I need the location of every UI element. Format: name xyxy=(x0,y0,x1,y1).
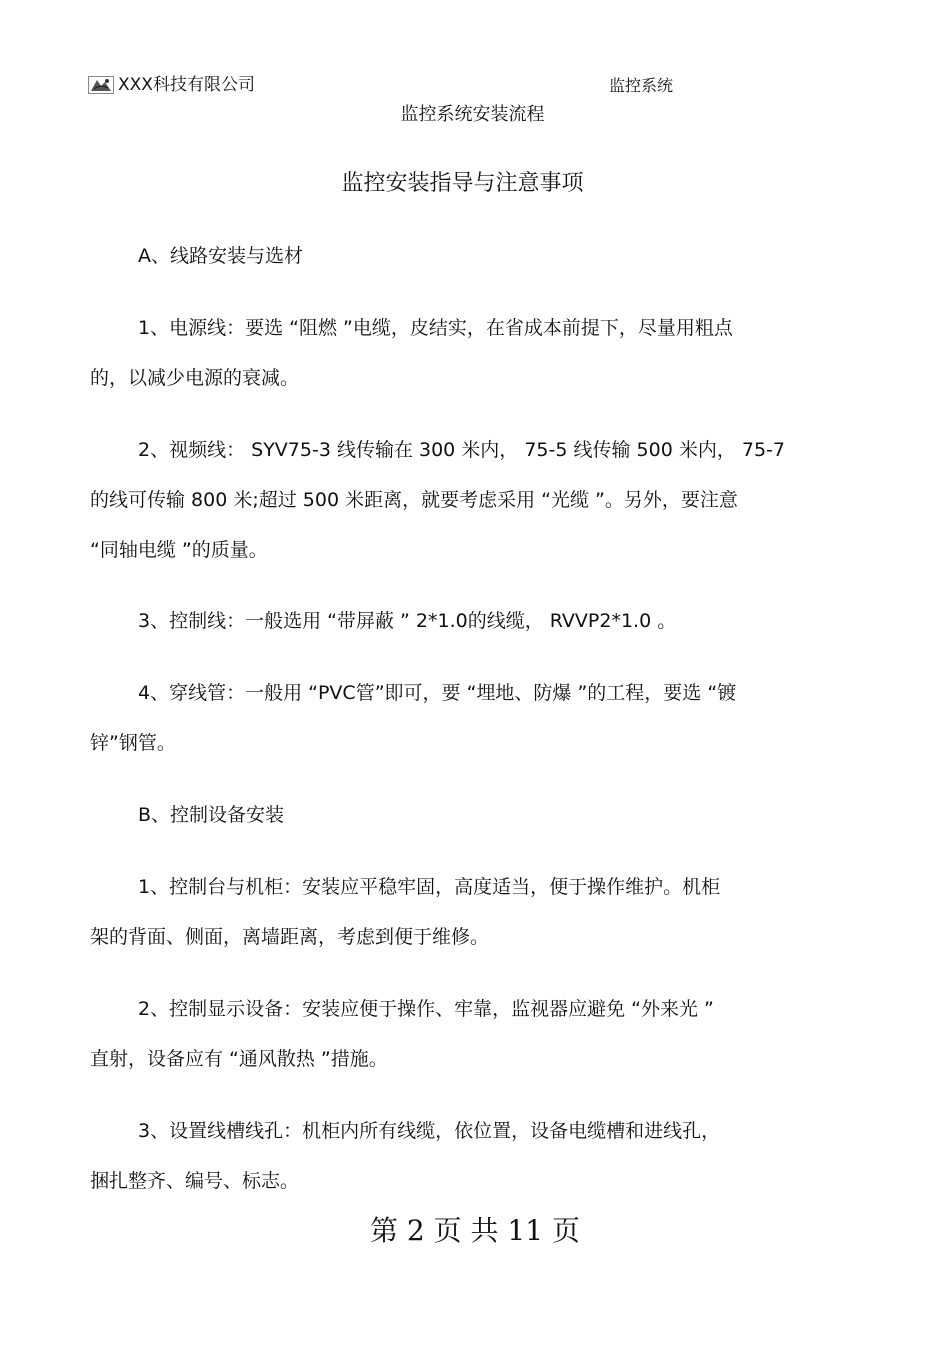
paragraph-line: 锌”钢管。 xyxy=(90,732,176,754)
paragraph-line: 2、控制显示设备：安装应便于操作、牢靠，监视器应避免 “外来光 ” xyxy=(138,998,714,1020)
paragraph-line: 的，以减少电源的衰减。 xyxy=(90,367,300,389)
page-title: 监控安装指导与注意事项 xyxy=(341,171,584,196)
paragraph-line: 直射，设备应有 “通风散热 ”措施。 xyxy=(90,1048,388,1070)
paragraph-line: 1、控制台与机柜：安装应平稳牢固，高度适当，便于操作维护。机柜 xyxy=(138,876,721,898)
header-section: 监控系统 xyxy=(609,76,674,95)
section-a-heading: A、线路安装与选材 xyxy=(138,245,303,267)
company-name: XXX科技有限公司 xyxy=(118,75,255,95)
header-company xyxy=(88,74,255,96)
paragraph-line: 捆扎整齐、编号、标志。 xyxy=(90,1170,300,1192)
doc-subtitle: 监控系统安装流程 xyxy=(400,104,545,125)
company-logo-icon xyxy=(88,76,114,94)
paragraph-line: 2、视频线： SYV75-3 线传输在 300 米内， 75-5 线传输 500 米内， 75-7 xyxy=(138,439,786,461)
paragraph-line: 3、控制线：一般选用 “带屏蔽 ” 2*1.0的线缆， RVVP2*1.0 。 xyxy=(138,610,677,632)
paragraph-line: 3、设置线槽线孔：机柜内所有线缆，依位置，设备电缆槽和进线孔， xyxy=(138,1120,721,1142)
paragraph-line: “同轴电缆 ”的质量。 xyxy=(90,539,268,561)
paragraph-line: 架的背面、侧面，离墙距离，考虑到便于维修。 xyxy=(90,926,490,948)
paragraph-line: 的线可传输 800 米;超过 500 米距离，就要考虑采用 “光缆 ”。另外，要注意 xyxy=(90,489,738,511)
section-b-heading: B、控制设备安装 xyxy=(138,804,285,826)
paragraph-line: 1、电源线：要选 “阻燃 ”电缆，皮结实，在省成本前提下，尽量用粗点 xyxy=(138,317,733,339)
paragraph-line: 4、穿线管：一般用 “PVC管”即可，要 “埋地、防爆 ”的工程，要选 “镀 xyxy=(138,682,737,704)
page-number: 第 2 页 共 11 页 xyxy=(370,1214,580,1247)
